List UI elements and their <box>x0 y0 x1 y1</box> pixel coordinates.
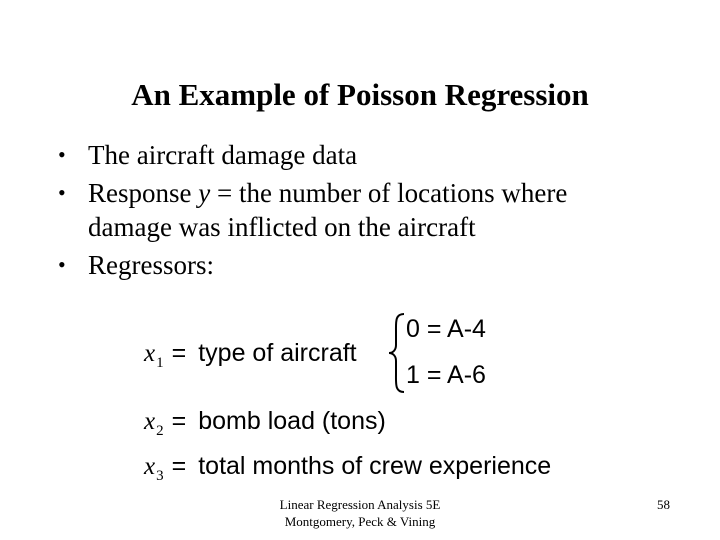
equals-sign: = <box>171 407 187 435</box>
footer-line-2: Montgomery, Peck & Vining <box>284 514 436 529</box>
variable-x: x <box>144 340 156 367</box>
equation-x3 <box>144 451 551 485</box>
footer-line-1: Linear Regression Analysis 5E <box>279 497 441 512</box>
case-a6: 1 = A-6 <box>406 361 486 389</box>
equation-x1 <box>144 338 357 372</box>
subscript-2: 2 <box>156 423 164 439</box>
bullet-text-continued: damage was inflicted on the aircraft <box>88 212 476 242</box>
bullet-text: The aircraft damage data <box>88 140 358 170</box>
page-number: 58 <box>657 497 670 512</box>
footer-citation <box>240 496 480 530</box>
variable-x: x <box>144 453 156 480</box>
variable-x: x <box>144 408 156 435</box>
bullet-response <box>58 176 698 244</box>
bullet-dot-icon: • <box>58 142 66 167</box>
equals-sign: = <box>171 339 187 367</box>
bullet-text-pre: Response <box>88 178 199 208</box>
case-a4: 0 = A-4 <box>406 315 486 343</box>
bullet-list <box>58 138 698 286</box>
subscript-1: 1 <box>156 355 164 371</box>
definition-text: type of aircraft <box>198 339 357 367</box>
bullet-text <box>88 176 698 210</box>
response-variable: y <box>198 178 211 208</box>
bullet-dot-icon: • <box>58 252 66 277</box>
bullet-dot-icon: • <box>58 180 66 205</box>
subscript-3: 3 <box>156 468 164 484</box>
equals-sign: = <box>171 452 187 480</box>
equation-x2 <box>144 406 386 440</box>
definition-text: total months of crew experience <box>198 452 552 480</box>
bullet-text: Regressors: <box>88 250 214 280</box>
definition-text: bomb load (tons) <box>198 407 386 435</box>
bullet-aircraft-data <box>58 138 698 172</box>
bullet-text-post: = the number of locations where <box>210 178 568 208</box>
slide-title: An Example of Poisson Regression <box>131 77 589 112</box>
left-brace-icon <box>386 312 408 394</box>
bullet-regressors <box>58 248 698 282</box>
